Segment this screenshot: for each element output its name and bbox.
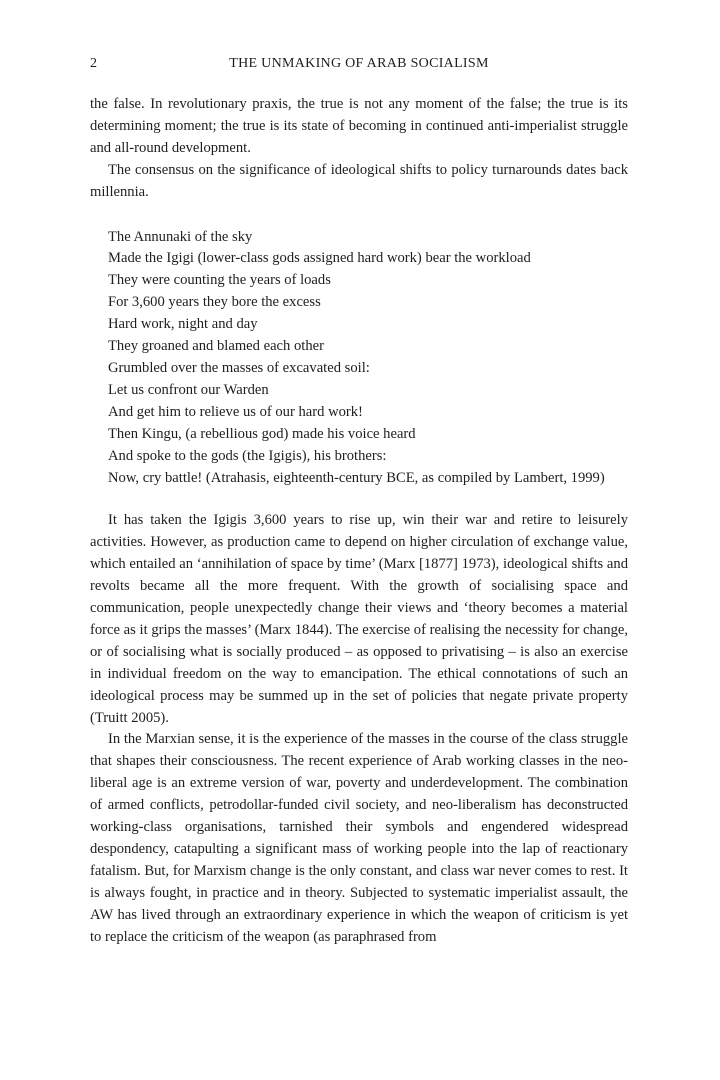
verse-line: Then Kingu, (a rebellious god) made his voice heard (108, 425, 416, 442)
verse-line: And get him to relieve us of our hard work! (108, 403, 363, 420)
running-header (90, 56, 628, 76)
running-title: THE UNMAKING OF ARAB SOCIALISM (229, 56, 489, 71)
verse-line: The Annunaki of the sky (108, 228, 253, 245)
verse-line-citation: Now, cry battle! (Atrahasis, eighteenth-century BCE, as compiled by Lambert, 1999) (108, 469, 605, 486)
verse-line: They were counting the years of loads (108, 272, 331, 289)
verse-block (108, 227, 628, 490)
page-number: 2 (90, 56, 98, 71)
verse-line: For 3,600 years they bore the excess (108, 294, 321, 311)
paragraph-marxian-sense: In the Marxian sense, it is the experience of the masses in the course of the class struggle that shapes their consciousness. The recent experience of Arab working classes in the neo-liberal age is an extreme version of war, poverty and underdevelopment. The combination of armed conflicts, petrodollar-funded civil society, and neo-liberalism has deconstructed working-class organisations, tarnished their symbols and engendered widespread despondency, catapulting a significant mass of working people into the lap of reactionary fatalism. But, for Marxism change is the only constant, and class war never comes to rest. It is always fought, in practice and in theory. Subjected to systematic imperialist assault, the AW has lived through an extraordinary experience in which the weapon of criticism is yet to replace the criticism of the weapon (as paraphrased from (90, 731, 628, 945)
verse-line: And spoke to the gods (the Igigis), his brothers: (108, 447, 387, 464)
verse-line: Grumbled over the masses of excavated soil: (108, 359, 370, 376)
verse-line: Hard work, night and day (108, 316, 258, 333)
paragraph-continued: the false. In revolutionary praxis, the true is not any moment of the false; the true is its determining moment; the true is its state of becoming in continued anti-imperialist struggle and all-round development. (90, 96, 628, 156)
verse-line: Made the Igigi (lower-class gods assigned hard work) bear the workload (108, 250, 531, 267)
verse-line: They groaned and blamed each other (108, 338, 324, 355)
verse-line: Let us confront our Warden (108, 381, 269, 398)
body-text (90, 94, 628, 949)
paragraph-consensus: The consensus on the significance of ideological shifts to policy turnarounds dates back millennia. (90, 161, 628, 200)
paragraph-igigis: It has taken the Igigis 3,600 years to rise up, win their war and retire to leisurely activities. However, as production came to depend on higher circulation of exchange value, which entailed an ‘annihilation of space by time’ (Marx [1877] 1973), ideological shifts and revolts became all the more frequent. With the growth of socialising space and communication, people unexpectedly change their views and ‘theory becomes a material force as it grips the masses’ (Marx 1844). The exercise of realising the necessity for change, or of socialising what is socially produced – as opposed to privatising – is also an exercise in individual freedom on the way to emancipation. The ethical connotations of such an ideological process may be summed up in the set of policies that negate private property (Truitt 2005). (90, 512, 628, 726)
